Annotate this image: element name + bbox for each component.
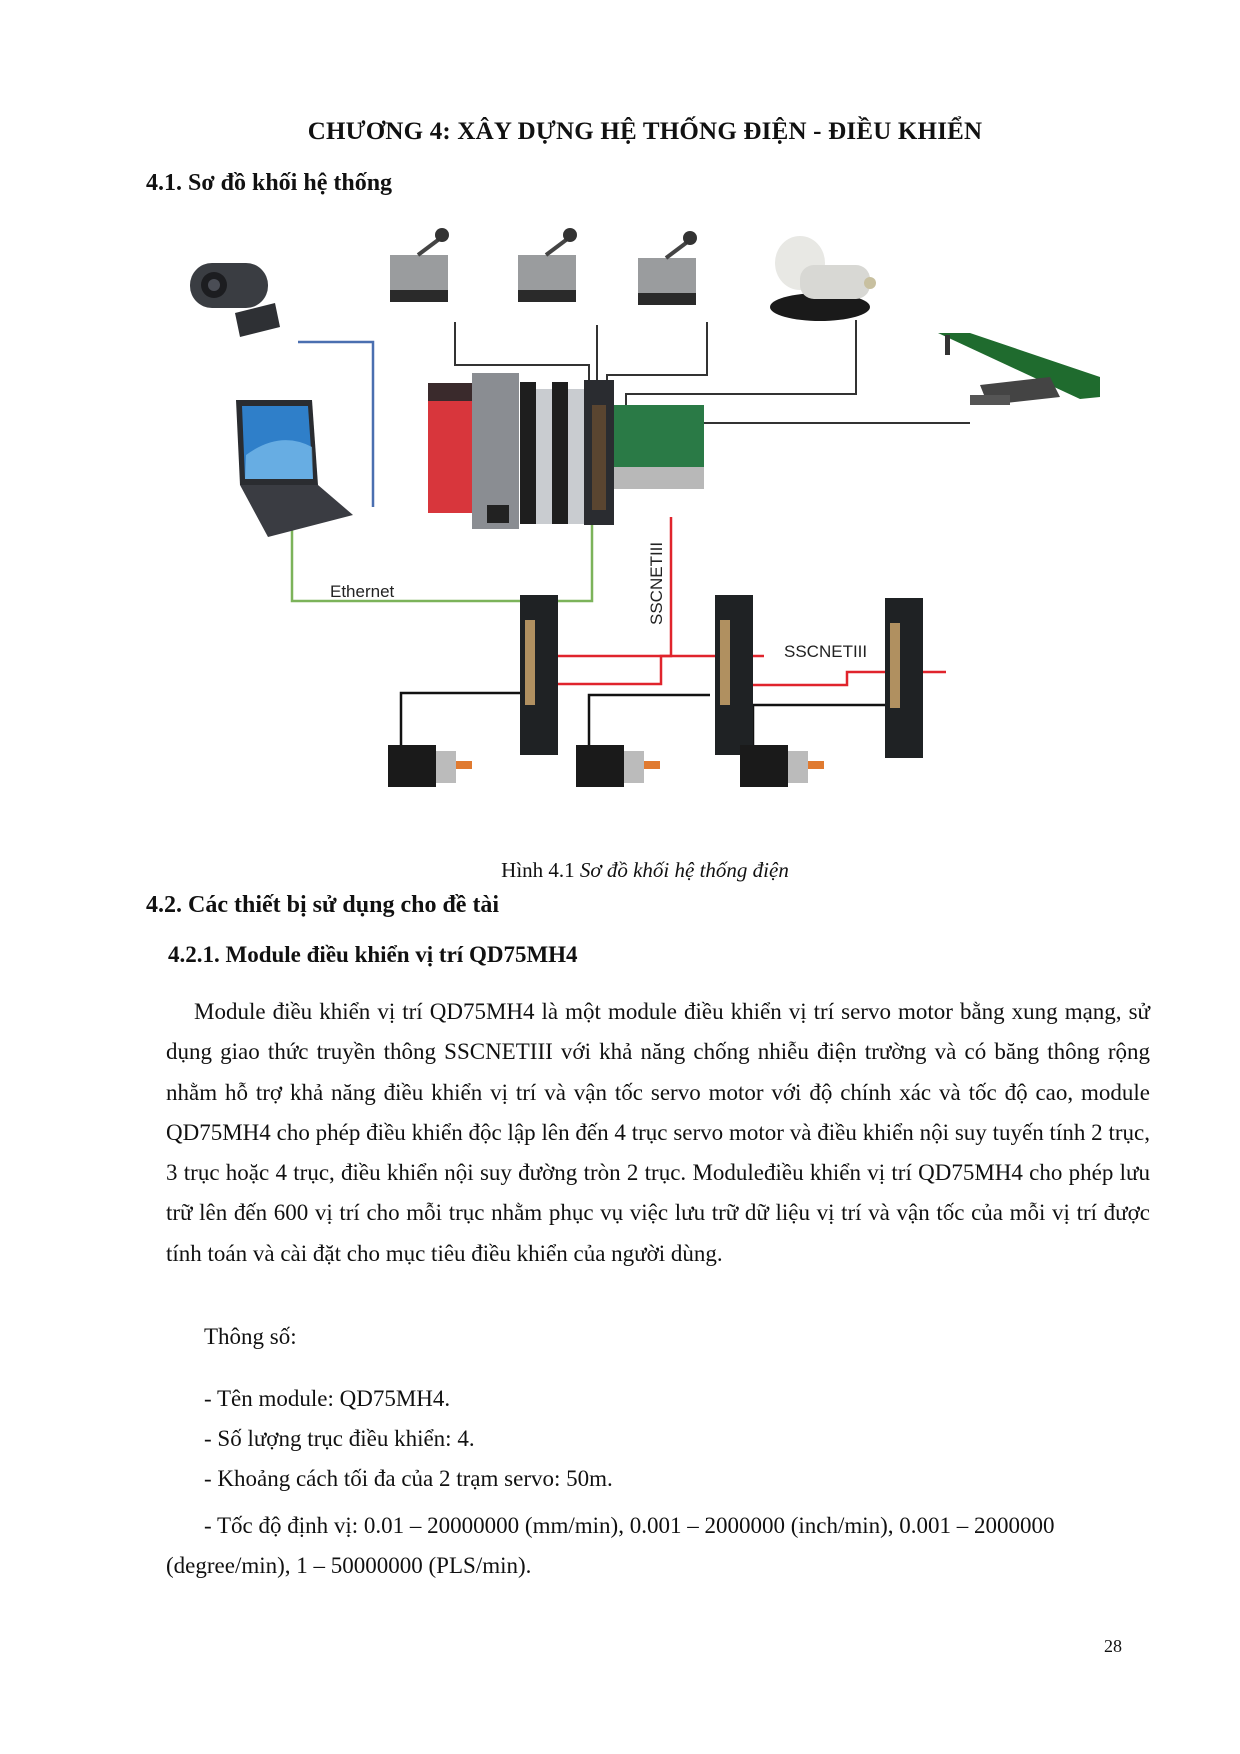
figure-label: Hình 4.1 xyxy=(501,858,575,882)
spec-label: Thông số: xyxy=(204,1324,297,1349)
chapter-title: CHƯƠNG 4: XÂY DỰNG HỆ THỐNG ĐIỆN - ĐIỀU KHIỂN xyxy=(307,118,983,145)
ethernet-label: Ethernet xyxy=(330,582,395,601)
conveyor-icon xyxy=(938,333,1100,405)
limit-switch-icon xyxy=(390,228,449,302)
sscnet-horizontal-label: SSCNETIII xyxy=(784,642,868,661)
spec-item: - Tốc độ định vị: 0.01 – 20000000 (mm/min), 0.001 – 2000000 (inch/min), 0.001 – 2000000 (degree/min), 1 – 50000000 (PLS/min). xyxy=(166,1513,1055,1578)
servo-motor-icon xyxy=(576,745,660,787)
section-heading-4-2: 4.2. Các thiết bị sử dụng cho đề tài xyxy=(146,892,500,918)
limit-switch-icon xyxy=(638,231,697,305)
servo-amplifier-icon xyxy=(520,595,558,755)
system-block-diagram xyxy=(180,225,1100,835)
sscnet-vertical-label: SSCNETIII xyxy=(647,541,666,625)
paragraph-text: Module điều khiển vị trí QD75MH4 là một module điều khiển vị trí servo motor bằng xung mạng, sử dụng giao thức truyền thông SSCNETIII với khả năng chống nhiễu điện trường và có băng thông rộng nhằm hỗ trợ khả năng điều khiển vị trí và vận tốc servo motor với độ chính xác và tốc độ cao, module QD75MH4 cho phép điều khiển độc lập lên đến 4 trục servo motor và điều khiển nội suy tuyến tính 2 trục, 3 trục hoặc 4 trục, điều khiển nội suy đường tròn 2 trục. Moduleđiều khiển vị trí QD75MH4 cho phép lưu trữ lên đến 600 vị trí cho mỗi trục nhằm phục vụ việc lưu trữ dữ liệu vị trí và vận tốc của mỗi vị trí được tính toán và cài đặt cho mục tiêu điều khiển của người dùng. xyxy=(166,999,1150,1266)
servo-motor-icon xyxy=(740,745,824,787)
spec-item: - Tên module: QD75MH4. xyxy=(204,1386,451,1411)
plc-rack-icon xyxy=(428,373,704,529)
servo-amplifier-icon xyxy=(715,595,753,755)
servo-motor-icon xyxy=(388,745,472,787)
page-number: 28 xyxy=(1104,1636,1122,1656)
body-paragraph xyxy=(166,992,1150,1274)
servo-amplifier-icon xyxy=(885,598,923,758)
figure-caption xyxy=(0,858,1240,883)
spec-item: - Số lượng trục điều khiển: 4. xyxy=(204,1426,475,1451)
webcam-icon xyxy=(190,263,280,337)
spec-item: - Khoảng cách tối đa của 2 trạm servo: 50m. xyxy=(204,1466,613,1491)
section-heading-4-1: 4.1. Sơ đồ khối hệ thống xyxy=(146,170,393,196)
section-heading-4-2-1: 4.2.1. Module điều khiển vị trí QD75MH4 xyxy=(168,942,578,967)
pump-icon xyxy=(770,236,876,321)
laptop-icon xyxy=(236,400,353,537)
figure-caption-text: Sơ đồ khối hệ thống điện xyxy=(579,858,789,882)
limit-switch-icon xyxy=(518,228,577,302)
